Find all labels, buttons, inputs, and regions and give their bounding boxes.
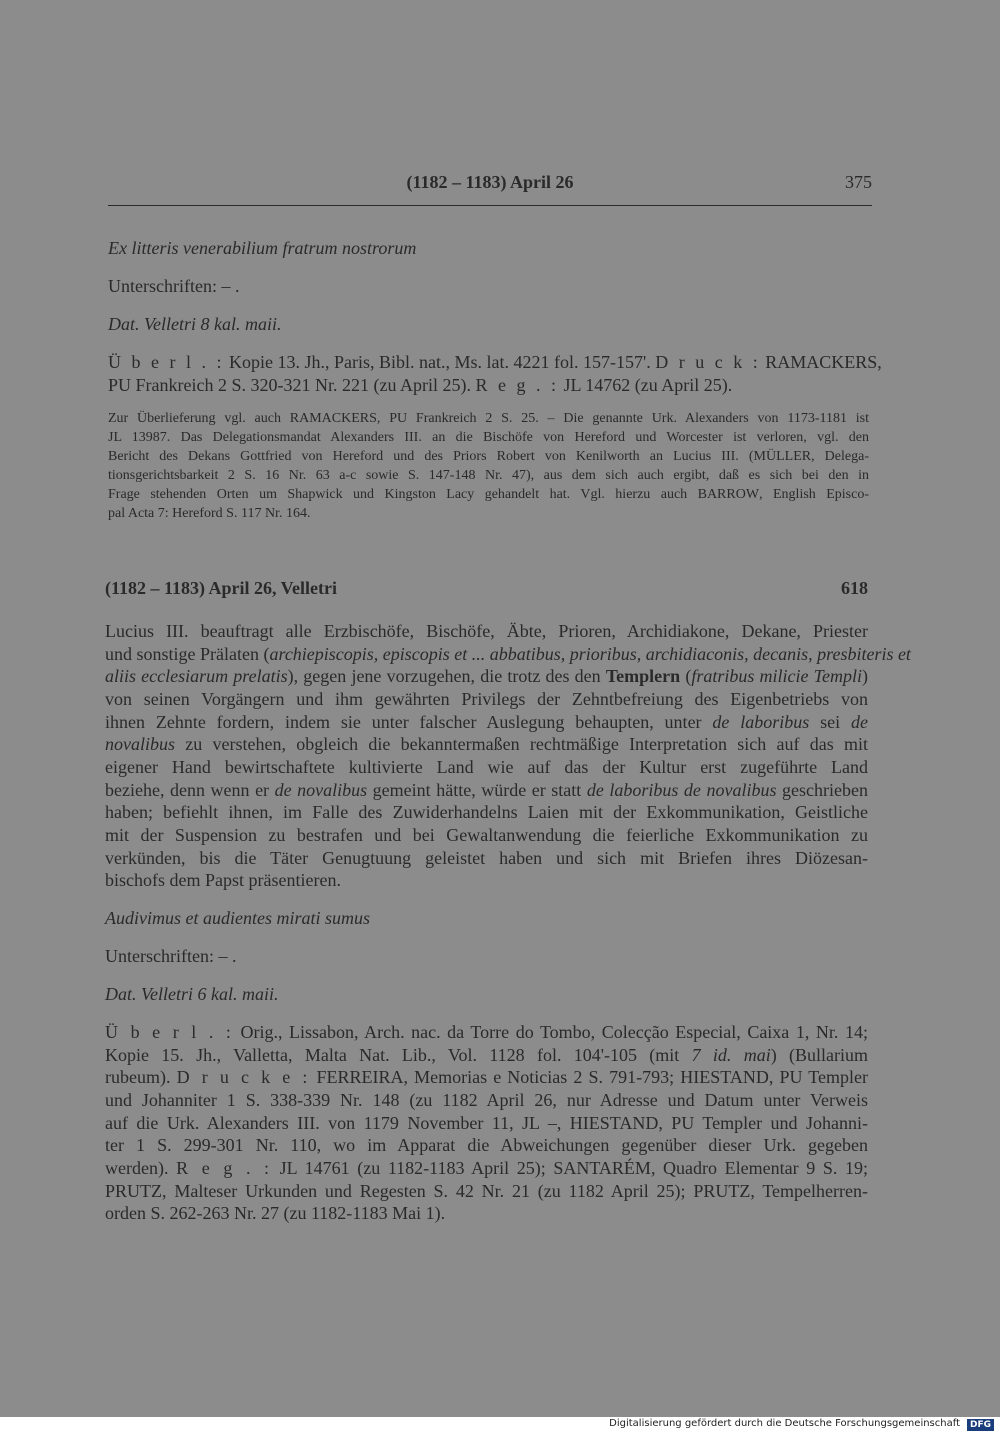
signatures: Unterschriften: – . <box>108 276 240 296</box>
entry-date: (1182 – 1183) April 26, Velletri <box>105 578 337 598</box>
dfg-logo: DFG <box>967 1419 994 1431</box>
regest-line: mit der Suspension zu bestrafen und bei Gewaltanwendung die feierliche Exkommunikation zu <box>105 825 868 845</box>
tradition-line: auf die Urk. Alexanders III. von 1179 November 11, JL –, HIESTAND, PU Templer und Johanni- <box>105 1113 868 1133</box>
tradition-line: Ü b e r l . : Kopie 13. Jh., Paris, Bibl. nat., Ms. lat. 4221 fol. 157-157'. D r u c k : RAMACKERS, <box>108 352 882 372</box>
entry-heading <box>105 578 868 600</box>
tradition-line: Ü b e r l . : Orig., Lissabon, Arch. nac. da Torre do Tombo, Colecção Especial, Caixa 1, Nr. 14; <box>105 1022 869 1042</box>
header-rule <box>108 205 872 206</box>
regest-line: aliis ecclesiarum prelatis), gegen jene vorzugehen, die trotz des den Templern (fratribus milicie Templi) <box>105 666 869 686</box>
regest-line: bischofs dem Papst präsentieren. <box>105 870 341 890</box>
entry-number: 618 <box>841 578 868 598</box>
incipit: Audivimus et audientes mirati sumus <box>105 908 370 928</box>
header-title: (1182 – 1183) April 26 <box>406 172 574 192</box>
note-line: pal Acta 7: Hereford S. 117 Nr. 164. <box>108 506 311 521</box>
tradition-line: ter 1 S. 299-301 Nr. 110, wo im Apparat die Abweichungen gegenüber dieser Urk. gegeben <box>105 1135 868 1155</box>
footer-credit: Digitalisierung gefördert durch die Deutsche Forschungsgemeinschaft <box>609 1418 960 1429</box>
footer-bar <box>0 1417 1000 1434</box>
incipit: Ex litteris venerabilium fratrum nostrorum <box>108 238 417 258</box>
tradition-line: orden S. 262-263 Nr. 27 (zu 1182-1183 Mai 1). <box>105 1203 446 1223</box>
page-number: 375 <box>845 172 872 192</box>
signatures: Unterschriften: – . <box>105 946 237 966</box>
tradition-line: PU Frankreich 2 S. 320-321 Nr. 221 (zu April 25). R e g . : JL 14762 (zu April 25). <box>108 375 733 395</box>
note-line: Frage stehenden Orten um Shapwick und Kingston Lacy gehandelt hat. Vgl. hierzu auch BARROW, English Episco- <box>108 487 869 502</box>
dating: Dat. Velletri 8 kal. maii. <box>108 314 282 334</box>
regest-line: und sonstige Prälaten (archiepiscopis, episcopis et ... abbatibus, prioribus, archidiaconis, decanis, presbiteris et <box>105 644 911 664</box>
regest-line: verkünden, bis die Täter Genugtuung geleistet haben und sich mit Briefen ihres Diözesan- <box>105 848 868 868</box>
regest-line: von seinen Vorgängern und ihm gewährten Privilegs der Zehntbefreiung des Eigenbetriebs von <box>105 689 868 709</box>
note-line: JL 13987. Das Delegationsmandat Alexanders III. an die Bischöfe von Hereford und Worcester ist verloren, vgl. den <box>108 430 869 445</box>
regest-line: beziehe, denn wenn er de novalibus gemeint hätte, würde er statt de laboribus de novalibus geschrieben <box>105 780 868 800</box>
regest-line: novalibus zu verstehen, obgleich die bekanntermaßen rechtmäßige Interpretation sich auf das mit <box>105 734 868 754</box>
note-line: Zur Überlieferung vgl. auch RAMACKERS, PU Frankreich 2 S. 25. – Die genannte Urk. Alexanders von 1173-1181 ist <box>108 411 869 426</box>
dating: Dat. Velletri 6 kal. maii. <box>105 984 279 1004</box>
tradition-line: werden). R e g . : JL 14761 (zu 1182-1183 April 25); SANTARÉM, Quadro Elementar 9 S. 19; <box>105 1158 868 1178</box>
tradition-line: rubeum). D r u c k e : FERREIRA, Memorias e Noticias 2 S. 791-793; HIESTAND, PU Templer <box>105 1067 869 1087</box>
tradition-line: PRUTZ, Malteser Urkunden und Regesten S. 42 Nr. 21 (zu 1182 April 25); PRUTZ, Tempelherren- <box>105 1181 868 1201</box>
running-header <box>108 172 872 194</box>
regest-line: Lucius III. beauftragt alle Erzbischöfe, Bischöfe, Äbte, Prioren, Archidiakone, Dekane, Priester <box>105 621 868 641</box>
note-line: Bericht des Dekans Gottfried von Hereford und des Priors Robert von Kenilworth an Lucius III. (MÜLLER, Delega- <box>108 449 869 464</box>
regest-line: ihnen Zehnte fordern, indem sie unter falscher Auslegung behaupten, unter de laboribus sei de <box>105 712 868 732</box>
tradition-line: und Johanniter 1 S. 338-339 Nr. 148 (zu 1182 April 26, nur Adresse und Datum unter Verweis <box>105 1090 868 1110</box>
tradition-line: Kopie 15. Jh., Valletta, Malta Nat. Lib., Vol. 1128 fol. 104'-105 (mit 7 id. mai) (Bullarium <box>105 1045 868 1065</box>
note-line: tionsgerichtsbarkeit 2 S. 16 Nr. 63 a-c sowie S. 147-148 Nr. 47), aus dem sich auch ergibt, daß es sich bei den in <box>108 468 869 483</box>
regest-line: eigener Hand bewirtschaftete kultivierte Land wie auf das der Kultur erst zugeführte Land <box>105 757 868 777</box>
regest-line: haben; befiehlt ihnen, im Falle des Zuwiderhandelns Laien mit der Exkommunikation, Geistliche <box>105 802 868 822</box>
